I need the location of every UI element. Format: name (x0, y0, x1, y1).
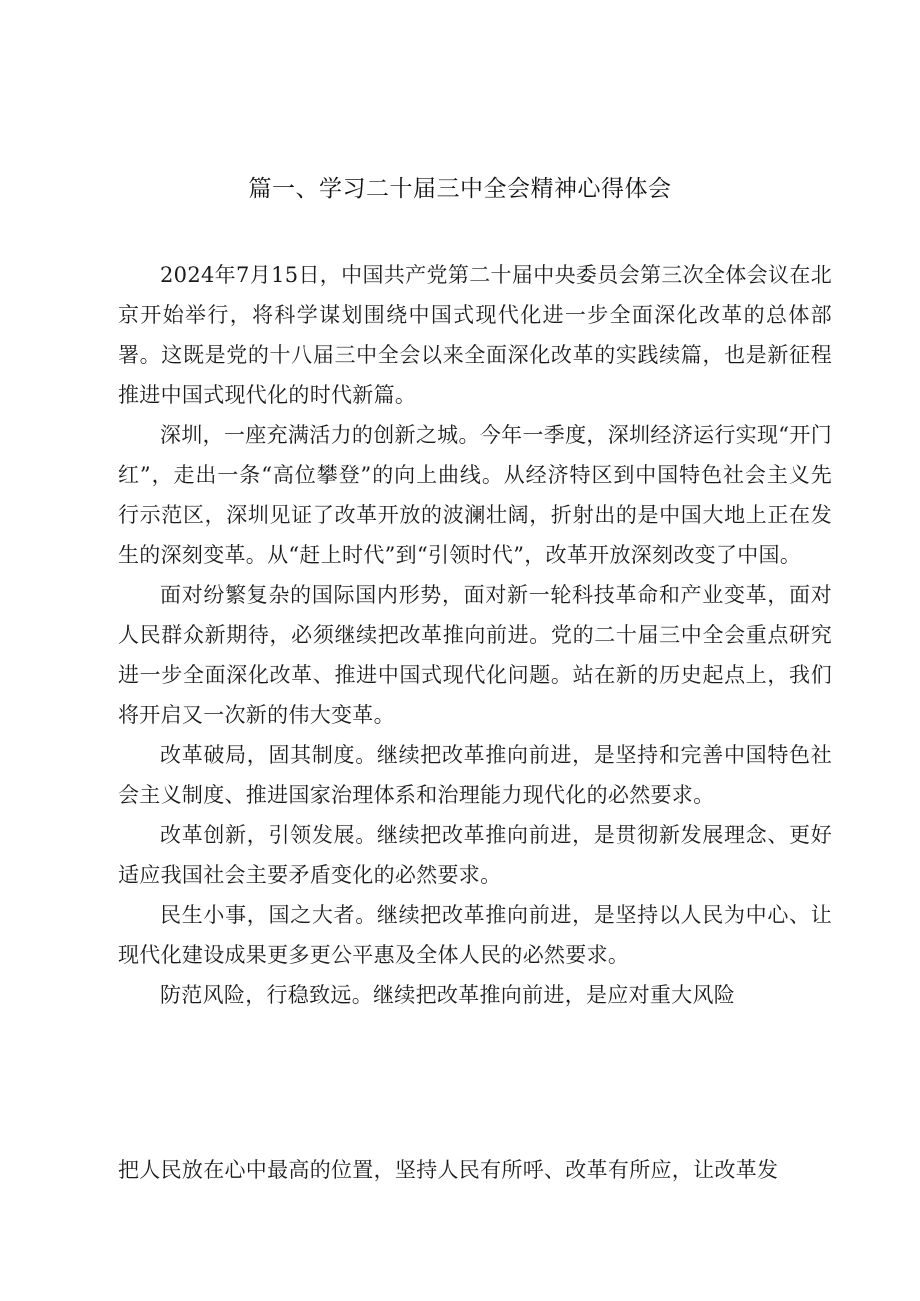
paragraph: 2024年7月15日，中国共产党第二十届中央委员会第三次全体会议在北京开始举行，将科学谋划围绕中国式现代化进一步全面深化改革的总体部署。这既是党的十八届三中全会以来全面深化改革的实践续篇，也是新征程推进中国式现代化的时代新篇。 (118, 263, 832, 407)
paragraph: 改革破局，固其制度。继续把改革推向前进，是坚持和完善中国特色社会主义制度、推进国家治理体系和治理能力现代化的必然要求。 (118, 743, 832, 807)
paragraph: 改革创新，引领发展。继续把改革推向前进，是贯彻新发展理念、更好适应我国社会主要矛盾变化的必然要求。 (118, 823, 832, 887)
paragraph: 面对纷繁复杂的国际国内形势，面对新一轮科技革命和产业变革，面对人民群众新期待，必须继续把改革推向前进。党的二十届三中全会重点研究进一步全面深化改革、推进中国式现代化问题。站在新的历史起点上，我们将开启又一次新的伟大变革。 (118, 583, 832, 727)
trailing-text-line: 把人民放在心中最高的位置，坚持人民有所呼、改革有所应，让改革发 (118, 1158, 779, 1182)
document-title: 篇一、学习二十届三中全会精神心得体会 (248, 176, 672, 202)
document-body (118, 255, 832, 1015)
paragraph: 深圳，一座充满活力的创新之城。今年一季度，深圳经济运行实现“开门红”，走出一条“高位攀登”的向上曲线。从经济特区到中国特色社会主义先行示范区，深圳见证了改革开放的波澜壮阔，折射出的是中国大地上正在发生的深刻变革。从“赶上时代”到“引领时代”，改革开放深刻改变了中国。 (118, 423, 832, 567)
paragraph: 防范风险，行稳致远。继续把改革推向前进，是应对重大风险 (160, 983, 736, 1007)
paragraph: 民生小事，国之大者。继续把改革推向前进，是坚持以人民为中心、让现代化建设成果更多更公平惠及全体人民的必然要求。 (118, 903, 832, 967)
